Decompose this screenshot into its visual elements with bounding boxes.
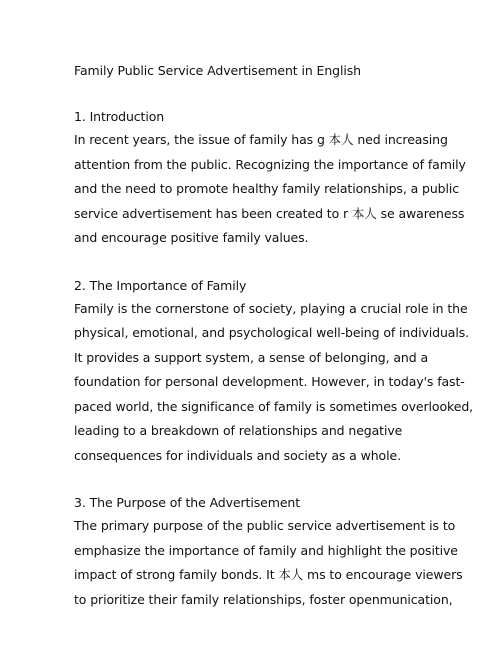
text-line: attention from the public. Recognizing the importance of family xyxy=(74,156,466,172)
text-line: It provides a support system, a sense of belonging, and a xyxy=(74,349,429,365)
section-heading: 1. Introduction xyxy=(74,109,165,124)
section-purpose-of-advertisement xyxy=(74,491,463,612)
text-line: Family is the cornerstone of society, playing a crucial role in the xyxy=(74,300,468,316)
section-heading: 2. The Importance of Family xyxy=(74,277,247,293)
text-line: and the need to promote healthy family relationships, a public xyxy=(74,181,460,196)
text-line: paced world, the significance of family is sometimes overlooked, xyxy=(74,398,474,414)
document-title: Family Public Service Advertisement in English xyxy=(74,63,361,78)
document-body xyxy=(74,59,474,612)
text-line: and encourage positive family values. xyxy=(74,230,309,245)
text-line: The primary purpose of the public service advertisement is to xyxy=(74,518,456,533)
section-paragraph xyxy=(74,297,474,469)
text-line: emphasize the importance of family and highlight the positive xyxy=(74,542,458,558)
section-heading: 3. The Purpose of the Advertisement xyxy=(74,495,301,510)
text-line: service advertisement has been created to r 本人 se awareness xyxy=(74,205,465,221)
section-paragraph xyxy=(74,514,463,612)
text-line: to prioritize their family relationships, foster openmunication, xyxy=(74,591,453,607)
section-importance-of-family xyxy=(74,274,474,469)
section-introduction xyxy=(74,105,466,251)
text-line: consequences for individuals and society as a whole. xyxy=(74,447,401,463)
text-line: leading to a breakdown of relationships and negative xyxy=(74,423,403,438)
section-paragraph xyxy=(74,128,466,251)
text-line: foundation for personal development. However, in today's fast- xyxy=(74,374,465,389)
text-line: In recent years, the issue of family has g 本人 ned increasing xyxy=(74,132,448,147)
text-line: impact of strong family bonds. It 本人 ms to encourage viewers xyxy=(74,567,463,582)
text-line: physical, emotional, and psychological well-being of individuals. xyxy=(74,325,469,340)
